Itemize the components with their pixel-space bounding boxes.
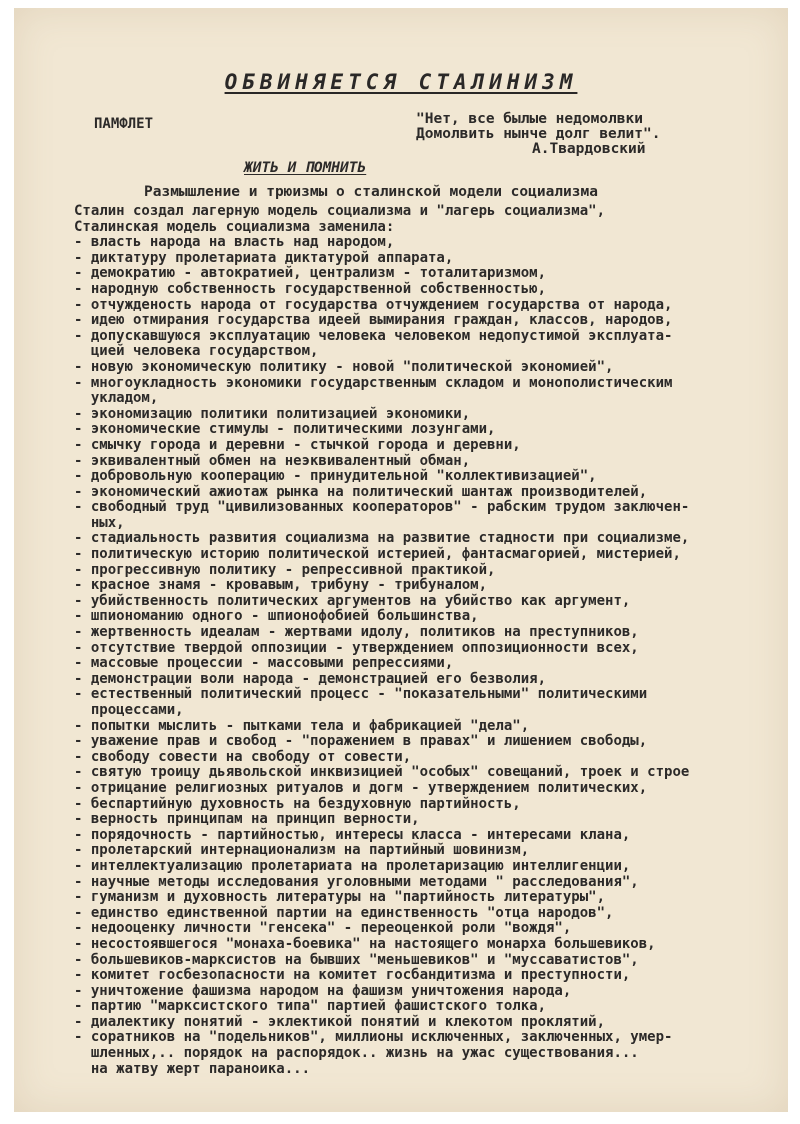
body-line: Сталин создал лагерную модель социализма и "лагерь социализма", xyxy=(74,203,606,219)
body-line: - гуманизм и духовность литературы на "партийность литературы", xyxy=(74,889,606,906)
body-line: - отчужденость народа от государства отчуждением государства от народа, xyxy=(74,296,673,313)
body-line: - стадиальность развития социализма на развитие стадности при социализме, xyxy=(74,530,690,547)
body-line: Сталинская модель социализма заменила: xyxy=(74,218,395,235)
body-line: - свободный труд "цивилизованных кооператоров" - рабским трудом заключен- xyxy=(74,499,690,516)
body-line: - красное знамя - кровавым, трибуну - трибуналом, xyxy=(74,577,488,594)
body-line: - добровольную кооперацию - принудительной "коллективизацией", xyxy=(74,468,597,485)
epigraph xyxy=(416,112,660,157)
body-line: - свободу совести на свободу от совести, xyxy=(74,748,412,765)
document-subheading: Размышление и трюизмы о сталинской модели социализма xyxy=(144,184,598,200)
document-title: ОБВИНЯЕТСЯ СТАЛИНИЗМ xyxy=(224,70,578,94)
body-line: - власть народа на власть над народом, xyxy=(74,234,395,251)
body-line: - комитет госбезопасности на комитет госбандитизма и преступности, xyxy=(74,967,631,984)
body-line: - верность принципам на принцип верности, xyxy=(74,811,420,828)
genre-label: ПАМФЛЕТ xyxy=(94,116,154,132)
body-line: - беспартийную духовность на бездуховную партийность, xyxy=(74,795,521,812)
body-line: - диктатуру пролетариата диктатурой аппарата, xyxy=(74,249,454,266)
body-line: - убийственность политических аргументов на убийство как аргумент, xyxy=(74,592,631,609)
body-line: - партию "марксистского типа" партией фашистского толка, xyxy=(74,998,547,1015)
body-line: - несостоявшегося "монаха-боевика" на настоящего монарха большевиков, xyxy=(74,935,656,952)
body-line: - демонстрации воли народа - демонстрацией его безволия, xyxy=(74,670,547,687)
body-line: - идею отмирания государства идеей вымирания граждан, классов, народов, xyxy=(74,312,673,329)
document-body xyxy=(74,204,786,1077)
epigraph-line-1: "Нет, все былые недомолвки xyxy=(416,111,643,127)
body-line: - экономизацию политики политизацией экономики, xyxy=(74,405,471,422)
body-line: - уважение прав и свобод - "поражением в правах" и лишением свободы, xyxy=(74,733,648,750)
body-line: - диалектику понятий - эклектикой понятий и клекотом проклятий, xyxy=(74,1013,606,1030)
body-line: - смычку города и деревни - стычкой города и деревни, xyxy=(74,436,521,453)
body-line: - прогрессивную политику - репрессивной практикой, xyxy=(74,561,496,578)
body-line: - порядочность - партийностью, интересы класса - интересами клана, xyxy=(74,826,631,843)
body-line: процессами, xyxy=(74,702,184,718)
body-line: - отсутствие твердой оппозиции - утверждением оппозиционности всех, xyxy=(74,639,639,656)
body-line: - массовые процессии - массовыми репрессиями, xyxy=(74,655,454,672)
body-line: - эквивалентный обмен на неэквивалентный обман, xyxy=(74,452,471,469)
body-line: - народную собственность государственной собственностью, xyxy=(74,280,547,297)
body-line: - шпиономанию одного - шпионофобией большинства, xyxy=(74,608,479,625)
body-line: - интеллектуализацию пролетариата на пролетаризацию интеллигенции, xyxy=(74,857,631,874)
body-line: укладом, xyxy=(74,390,159,407)
body-line: шленных,.. порядок на распорядок.. жизнь на ужас существования... xyxy=(74,1045,639,1062)
body-line: - экономические стимулы - политическими лозунгами, xyxy=(74,421,496,438)
document-page xyxy=(14,8,788,1112)
body-line: ных, xyxy=(74,514,125,531)
document-subtitle: ЖИТЬ И ПОМНИТЬ xyxy=(244,160,367,176)
body-line: - допускавшуюся эксплуатацию человека человеком недопустимой эксплуата- xyxy=(74,327,673,344)
body-line: - новую экономическую политику - новой "политической экономией", xyxy=(74,358,614,375)
body-line: - святую троицу дьявольской инквизицией "особых" совещаний, троек и строе xyxy=(74,764,690,781)
body-line: - попытки мыслить - пытками тела и фабрикацией "дела", xyxy=(74,717,530,734)
body-line: цией человека государством, xyxy=(74,343,319,360)
body-line: - большевиков-марксистов на бывших "меньшевиков" и "муссаватистов", xyxy=(74,951,639,968)
body-line: - отрицание религиозных ритуалов и догм - утверждением политических, xyxy=(74,779,648,796)
body-line: на жатву жерт параноика... xyxy=(74,1060,311,1077)
body-line: - политическую историю политической истерией, фантасмагорией, мистерией, xyxy=(74,546,681,563)
body-line: - естественный политический процесс - "показательными" политическими xyxy=(74,686,648,703)
body-line: - научные методы исследования уголовными методами " расследования", xyxy=(74,873,639,890)
body-line: - недооценку личности "генсека" - переоценкой роли "вождя", xyxy=(74,920,572,937)
body-line: - демократию - автократией, централизм - тоталитаризмом, xyxy=(74,265,547,282)
epigraph-author: А.Твардовский xyxy=(532,141,646,157)
body-line: - единство единственной партии на единственность "отца народов", xyxy=(74,904,614,921)
epigraph-line-2: Домолвить нынче долг велит". xyxy=(416,126,661,142)
body-line: - экономический ажиотаж рынка на политический шантаж производителей, xyxy=(74,483,648,500)
body-line: - соратников на "подельников", миллионы исключенных, заключенных, умер- xyxy=(74,1029,673,1046)
body-line: - пролетарский интернационализм на партийный шовинизм, xyxy=(74,842,530,859)
body-line: - многоукладность экономики государственным складом и монополистическим xyxy=(74,374,673,391)
body-line: - уничтожение фашизма народом на фашизм уничтожения народа, xyxy=(74,982,572,999)
body-line: - жертвенность идеалам - жертвами идолу, политиков на преступников, xyxy=(74,624,639,641)
